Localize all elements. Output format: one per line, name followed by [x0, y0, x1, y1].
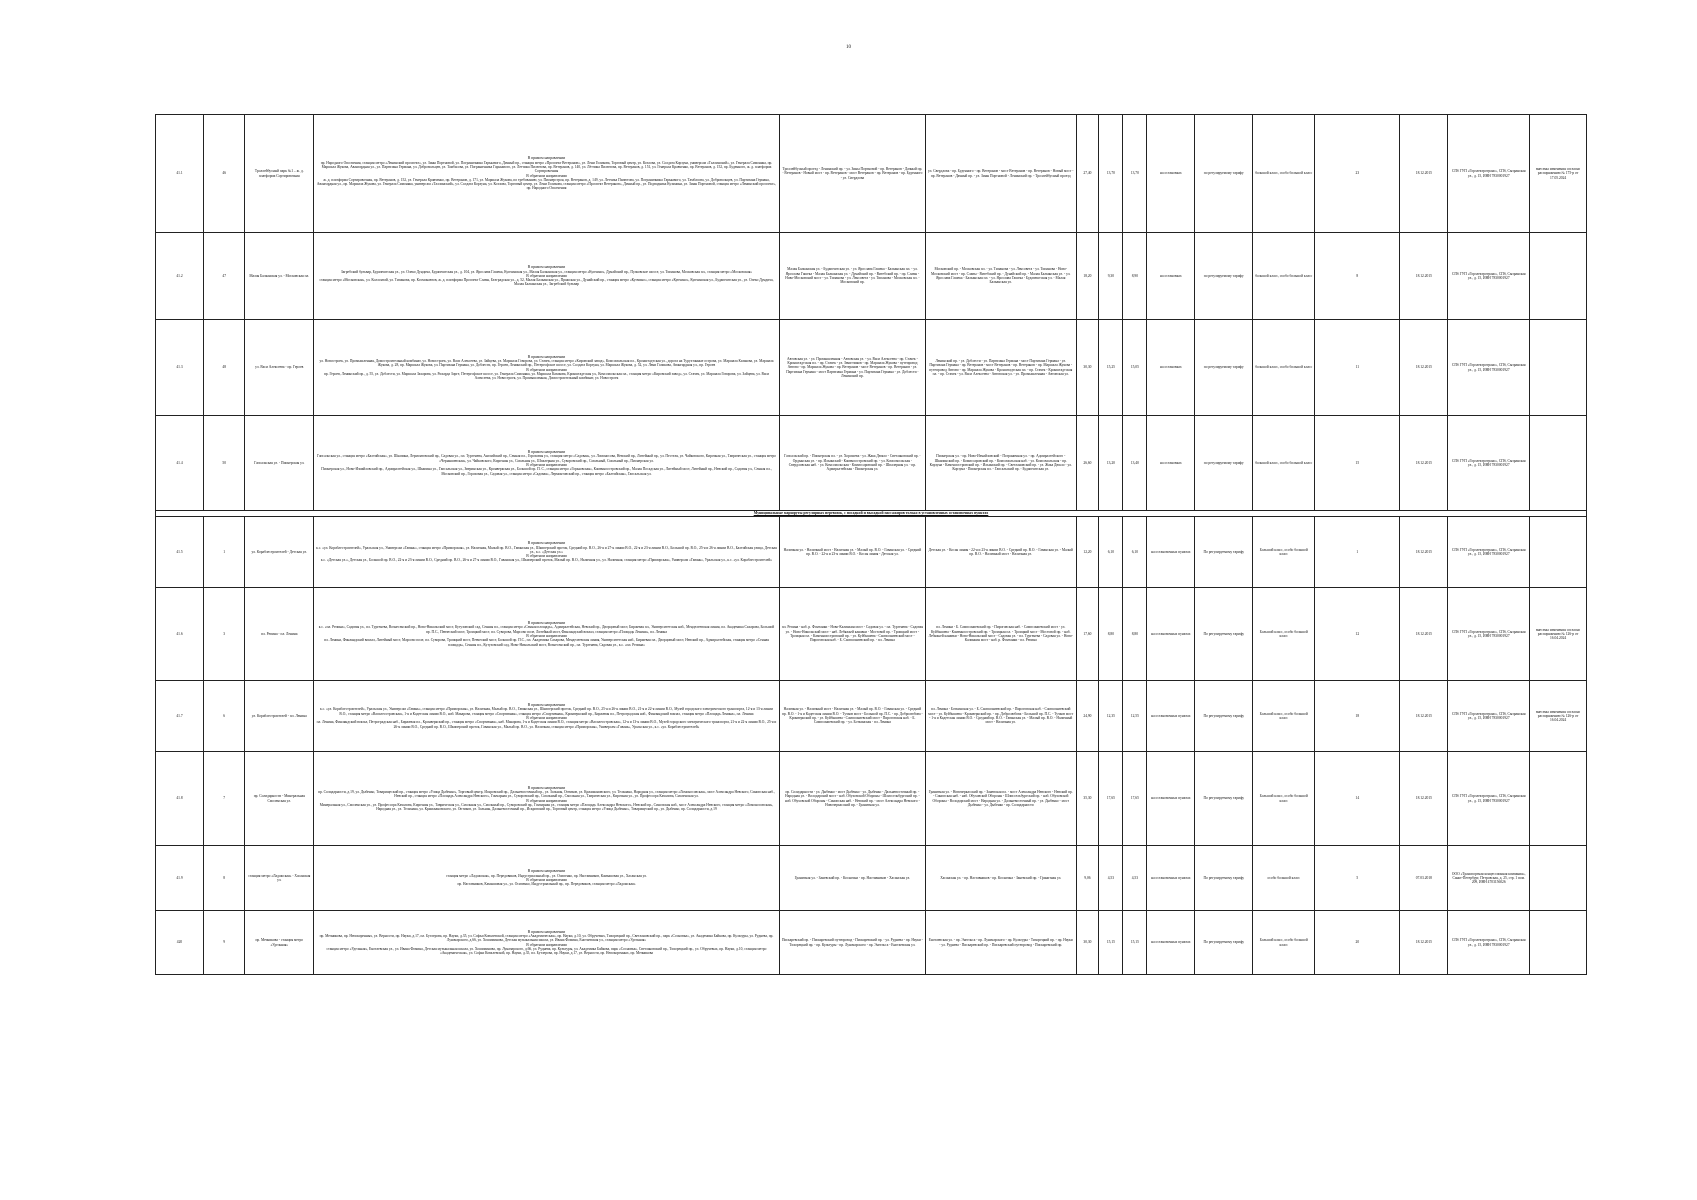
start-date: 18.12.2015	[1400, 911, 1448, 975]
row-number: 41.2	[156, 233, 204, 320]
tariff-type: По регулируемому тарифу	[1195, 517, 1253, 588]
streets-forward: Наличная ул. - Наличный мост - Наличная ул. - Малый пр. В.О. - Гаванская ул. - Средний пр. В.О. - 1-я и Кадетская линии В.О. - Тучков мост - Большой пр. П.С. - пр. Добролюбова - Кронверкский пр. - ул. Куйбышева - Сампсониевский мост - Пироговская наб. - Б. Сампсониевский пр. - ул. Боткинская - пл. Ленина	[779, 681, 925, 752]
route-path	[314, 846, 780, 911]
direction-back-label: В обратном направлении	[526, 798, 567, 803]
direction-back-label: В обратном направлении	[526, 173, 567, 178]
start-date: 18.12.2015	[1400, 517, 1448, 588]
route-name: Троллейбусный парк №1 – ж. д. платформа Сортировочная	[245, 115, 314, 233]
route-path	[314, 320, 780, 416]
length-forward: 15,15	[1099, 911, 1123, 975]
carrier-info: СПб ГУП «Горэлектротранс», СПб, Сызранская ул., д. 15, ИНН 7830001927	[1448, 115, 1530, 233]
stop-procedure: на остановочных пунктах	[1147, 911, 1195, 975]
route-name: ул. Кораблестроителей - Детская ул.	[245, 517, 314, 588]
vehicle-count: 20	[1315, 911, 1400, 975]
route-length: 30,30	[1076, 911, 1099, 975]
direction-forward-label: В прямом направлении	[527, 869, 566, 874]
change-note: внесены изменения согласно распоряжению № 126-р от 16.04.2024	[1530, 588, 1587, 681]
tariff-type: по регулируемому тарифу	[1195, 416, 1253, 511]
forward-stops: к.с. «ул. Кораблестроителей», Уральская ул., Универсам «Гавань», станция метро «Приморская», ул. Наличная, Малый пр. В.О., Гаванская ул., Шкиперский проток, Средний пр. В.О., 26-я и 27-я линии В.О., 22-я и 23-я линии В.О., Большой пр. В.О., 25-я и 26-я линии В.О., Балтийская улица, Детская ул., к.с. «Детская ул.»	[316, 545, 777, 554]
length-back: 12,55	[1123, 681, 1147, 752]
length-forward: 17,65	[1099, 752, 1123, 846]
route-path	[314, 115, 780, 233]
length-forward: 8,80	[1099, 588, 1123, 681]
length-back: 6,10	[1123, 517, 1147, 588]
carrier-info: СПб ГУП «Горэлектротранс», СПб, Сызранская ул., д. 15, ИНН 7830001927	[1448, 588, 1530, 681]
route-name: пл. Репина - пл. Ленина	[245, 588, 314, 681]
back-stops: пл. Ленина, Финляндский вокзал, Литейный мост, Марсово поле, пл. Суворова, Троицкий мост, Певческий мост, Большой пр. П.С., пл. Академика Сахарова, Менделеевская линия, Университетская наб., Биржевая пл., Дворцовый мост, Невский пр., Адмиралтейская, станция метро «Сенная площадь», Сенная пл., Кутузовский сад, Ново-Никольский мост, Вознесенский пр., пл. Тургенева, Садовая ул., к.с. «пл. Репина»	[324, 638, 769, 647]
start-date: 18.12.2015	[1400, 752, 1448, 846]
streets-back: Гранитная ул. - Новочеркасский пр. - Заневская пл. - мост Александра Невского - Невский пр. - Синопская наб. - наб. Обуховской Обороны - Шлиссельбургский пр. - наб. Обуховской Обороны - Володарский мост - Народная ул. - Дальневосточный пр. - ул. Дыбенко - мост Дыбенко - ул. Дыбенко - пр. Солидарности	[925, 752, 1076, 846]
route-length: 24,90	[1076, 681, 1099, 752]
page-number: 10	[846, 45, 851, 50]
streets-back: Детская ул. - Косая линия - 22-я и 23-я линии В.О. - Средний пр. В.О. - Гаванская ул. - Малый пр. В.О. - Наличный мост - Наличная ул.	[925, 517, 1076, 588]
direction-back-label: В обратном направлении	[526, 942, 567, 947]
route-length: 27,40	[1076, 115, 1099, 233]
table-row	[156, 846, 1587, 911]
streets-back: Ленинский пр. - ул. Доблести - ул. Партизана Германа - мост Партизана Германа - ул. Партизана Германа - пр. Ветеранов - мост Ветеранов - пр. Ветеранов - пр. Маршала Жукова - путепровод Автово - пр. Маршала Жукова - Кронштадтская пл. - пр. Стачек - Кронштадтская пл. - пр. Стачек - ул. Васи Алексеева - Автовская ул. - ул. Промышленная - Автовская ул.	[925, 320, 1076, 416]
route-number: 6	[203, 681, 244, 752]
route-number: 3	[203, 588, 244, 681]
carrier-info: СПб ГУП «Горэлектротранс», СПб, Сызранская ул., д. 15, ИНН 7830001927	[1448, 517, 1530, 588]
forward-stops: станция метро «Ладожская», пр. Передовиков, Индустриальный пр., ул. Осипенко, пр. Наставников, Камышовая ул., Хасанская ул.	[446, 873, 647, 878]
start-date: 18.12.2015	[1400, 115, 1448, 233]
vehicle-class: особо большой класс	[1253, 846, 1315, 911]
carrier-info: СПб ГУП «Горэлектротранс», СПб, Сызранская ул., д. 15, ИНН 7830001927	[1448, 752, 1530, 846]
change-note	[1530, 517, 1587, 588]
route-path	[314, 416, 780, 511]
table-row	[156, 115, 1587, 233]
route-number: 48	[203, 320, 244, 416]
row-number: 41.5	[156, 517, 204, 588]
length-back: 4,53	[1123, 846, 1147, 911]
length-back: 8,80	[1123, 588, 1147, 681]
streets-forward: Троллейбусный проезд - Ленинский пр. - ул. Зины Портновой - пр. Ветеранов - Дачный пр. - Ветеранов - Новый мост - пр. Ветеранов - мост Ветеранов - пр. Ветеранов - пр. Буденного - ул. Свердлова	[779, 115, 925, 233]
table-row	[156, 320, 1587, 416]
route-path	[314, 911, 780, 975]
route-path	[314, 588, 780, 681]
vehicle-class: Большой класс, особо большой класс	[1253, 911, 1315, 975]
vehicle-class: Большой класс, особо большой класс	[1253, 752, 1315, 846]
length-back: 15,05	[1123, 320, 1147, 416]
vehicle-class: большой класс, особо большой класс	[1253, 115, 1315, 233]
row-number: 41.1	[156, 115, 204, 233]
vehicle-class: Большой класс, особо большой класс	[1253, 517, 1315, 588]
route-name: Гапсальская ул. - Пионерская ул.	[245, 416, 314, 511]
row-number: 41.7	[156, 681, 204, 752]
route-name: ул. Васи Алексеева - пр. Героев	[245, 320, 314, 416]
change-note: внесены изменения согласно распоряжению № 126-р от 16.04.2024	[1530, 681, 1587, 752]
routes-table-body	[156, 115, 1587, 975]
vehicle-count: 23	[1315, 115, 1400, 233]
back-stops: станция метро «Удельная», Енотаевская ул., ул. Ивана Фомина, Детская музыкальная школа, ул. Хошиминова, пр. Луначарского, д.66, ул. Руднева, пр. Культуры, ул. Академика Байкова, парк «Сосновка», Светлановский пр., Тихорецкий пр., ул. Обручевых, пр. Науки, д.10, станция метро «Академическая», ул. Софьи Ковалевской, пр. Науки, д.35, пл. Бутлерова, пр. Науки, д.17, ул. Верности, пр. Непокоренных, пр. Мечникова	[326, 946, 767, 956]
direction-back-label: В обратном направлении	[526, 634, 567, 638]
table-row	[156, 681, 1587, 752]
direction-forward-label: В прямом направлении	[527, 265, 566, 270]
vehicle-count: 14	[1315, 752, 1400, 846]
back-stops: к.с. «Детская ул.», Детская ул., Большой пр. В.О., 22-я и 23-я линии В.О., Средний пр. В.О., 26-я и 27-я линии В.О., Гаванская ул., Шкиперский проток, Малый пр. В.О., Наличная ул., ул. Наличная, станция метро «Приморская», Универсам «Гавань», Уральская ул., к.с. «ул. Кораблестроителей»	[320, 558, 773, 563]
route-number: 1	[203, 517, 244, 588]
route-number: 9	[203, 911, 244, 975]
forward-stops: ул. Новостроек, ул. Промышленная, Домостроительный комбинат, ул. Новостроек, ул. Васи Алексеева, ул. Зайцева, ул. Маршала Говорова, ул. Стачек, станция метро «Кировский завод», Комсомольская пл., Кронштадтская ул., дорога на Турухтанные острова, ул. Маршала Казакова, ул. Маршала Жукова, д. 28, пр. Маршала Жукова, ул. Партизана Германа, ул. Доблести, пр. Героев, Ленинский пр., Петергофское шоссе, ул. Солдата Корзуна, ул. Маршала Жукова, д. 52, ул. Лени Голикова, Авангардная ул., пр. Героев	[319, 358, 774, 368]
start-date: 18.12.2015	[1400, 233, 1448, 320]
vehicle-count: 15	[1315, 416, 1400, 511]
start-date: 18.12.2015	[1400, 681, 1448, 752]
length-back: 17,65	[1123, 752, 1147, 846]
table-row	[156, 752, 1587, 846]
streets-back: пл. Ленина - Б. Сампсониевский пр. - Пироговская наб. - Сампсониевский мост - ул. Куйбышева - Каменноостровский пр. - Троицкая пл. - Троицкий мост - Мостовой пр. - наб. Лебяжьей канавки - Ново-Никольский мост - Садовая ул. - пл. Тургенева - Садовая ул. - Ново-Калинкин мост - наб. р. Фонтанки - пл. Репина	[925, 588, 1076, 681]
streets-back: Московский пр. - Московская пл. - ул. Типанова - ул. Ленсовета - ул. Типанова - Ново-Московский мост - пр. Славы - Витебский пр. - Дунайский пр. - Малая Балканская ул. - ул. Ярослава Гашека - Балканская пл. - ул. Ярослава Гашека - Будапештская ул. - Малая Балканская ул.	[925, 233, 1076, 320]
tariff-type: по регулируемому тарифу	[1195, 233, 1253, 320]
route-path	[314, 681, 780, 752]
route-length: 30,30	[1076, 320, 1099, 416]
forward-stops: пр. Народного Ополчения, станция метро «Ленинский проспект», ул. Зины Портновой, ул. Пограничника Гарькавого, Дачный пр., станция метро «Проспект Ветеранов», ул. Лени Голикова, Торговый центр, ул. Козлова, ул. Солдата Корзуна, универсам «Таллинский», ул. Генерала Симоняка, пр. Маршала Жукова, Авангардная ул., ул. Партизана Германа, ул. Добровольцев, ул. Тамбасова, ул. Пограничника Гарькавого, ул. Летчика Пилютова, пр. Ветеранов, д. 140, ул. Лётчика Пилютова, пр. Ветеранов, д. 151, ул. Генерала Кравченко, пр. Ветеранов, д. 152, пр. Буденного, ж. д. платформа Сортировочная	[320, 160, 773, 174]
length-forward: 4,53	[1099, 846, 1123, 911]
carrier-info: СПб ГУП «Горэлектротранс», СПб, Сызранская ул., д. 15, ИНН 7830001927	[1448, 233, 1530, 320]
route-length: 9,06	[1076, 846, 1099, 911]
length-forward: 13,70	[1099, 115, 1123, 233]
direction-back-label: В обратном направлении	[526, 273, 567, 278]
direction-forward-label: В прямом направлении	[527, 785, 566, 790]
carrier-info: СПб ГУП «Горэлектротранс», СПб, Сызранская ул., д. 15, ИНН 7830001927	[1448, 681, 1530, 752]
stop-procedure: на остановочных пунктах	[1147, 517, 1195, 588]
route-number: 8	[203, 846, 244, 911]
route-length: 18,20	[1076, 233, 1099, 320]
row-number: 41.9	[156, 846, 204, 911]
route-name: пр. Солидарности - Минеральная Смоленская ул.	[245, 752, 314, 846]
route-path	[314, 517, 780, 588]
length-forward: 6,10	[1099, 517, 1123, 588]
forward-stops: пр. Солидарности, д.19, ул. Дыбенко, Товарищеский пр., станция метро «Улица Дыбенко», Торговый центр, Искровский пр., Дальневосточный пр., ул. Зольная, Оптиков, ул. Кржижановского, ул. Тельмана, Народная ул., станция метро «Ломоносовская», мост Александра Невского, Синопская наб., Невский пр., станция метро «Площадь Александра Невского», Гончарная ул., Суворовский пр., Смольный пр., Смольная ул., Таврическая ул., Кирочная ул., ул. Профессора Качалова, Смоленская ул.	[318, 789, 775, 799]
streets-forward: Пискаревский пр. - Пискаревский путепровод - Пискаревский пр. - ул. Руднева - пр. Науки - Тихорецкий пр. - пр. Культуры - пр. Луначарского - пр. Энгельса - Енотаевская ул.	[779, 911, 925, 975]
route-name: Малая Балканская ул. - Московская пл.	[245, 233, 314, 320]
vehicle-count: 12	[1315, 588, 1400, 681]
route-name: пр. Мечникова - станция метро «Удельная»	[245, 911, 314, 975]
vehicle-count: 18	[1315, 681, 1400, 752]
tariff-type: По регулируемому тарифу	[1195, 846, 1253, 911]
vehicle-count: 11	[1315, 320, 1400, 416]
stop-procedure: на остановочных пунктах	[1147, 588, 1195, 681]
length-forward: 13,20	[1099, 416, 1123, 511]
streets-back: пл. Ленина - Боткинская ул. - Б. Сампсониевский пр. - Пироговская наб. - Сампсониевский мост - ул. Куйбышева - Кронверкский пр. - пр. Добролюбова - Большой пр. П.С. - Тучков мост - 1-я и Кадетская линии В.О. - Средний пр. В.О. - Гаванская ул. - Малый пр. В.О. - Наличный мост - Наличная ул.	[925, 681, 1076, 752]
route-name: ул. Кораблестроителей - пл. Ленина	[245, 681, 314, 752]
change-note	[1530, 846, 1587, 911]
direction-forward-label: В прямом направлении	[527, 621, 566, 626]
carrier-info: СПб ГУП «Горэлектротранс», СПб, Сызранская ул., д. 15, ИНН 7830001927	[1448, 320, 1530, 416]
start-date: 18.12.2015	[1400, 320, 1448, 416]
forward-stops: к.с. «пл. Репина», Садовая ул., пл. Тургенева, Вознесенский пр., Ново-Никольский мост, Кутузовский сад, Сенная пл., станция метро «Сенная площадь», Адмиралтейская, Невский пр., Дворцовый мост, Биржевая пл., Университетская наб., Менделеевская линия, пл. Академика Сахарова, Большой пр. П.С., Певческий мост, Троицкий мост, пл. Суворова, Марсово поле, Литейный мост, Финляндский вокзал, станция метро «Площадь Ленина», пл. Ленина	[318, 625, 775, 634]
change-note	[1530, 911, 1587, 975]
streets-forward: Автовская ул. - ул. Промышленная - Автовская ул. - ул. Васи Алексеева - пр. Стачек - Кронштадтская пл. - пр. Стачек - ул. Зенитчиков - пр. Маршала Жукова - путепровод Автово - пр. Маршала Жукова - пр. Ветеранов - мост Ветеранов - пр. Ветеранов - ул. Партизана Германа - мост Партизана Германа - ул. Партизана Германа - ул. Доблести - Ленинский пр.	[779, 320, 925, 416]
streets-forward: Гранитная ул. - Заневский пр. - Косыгина - пр. Наставников - Хасанская ул.	[779, 846, 925, 911]
stop-procedure: на остановочных пунктах	[1147, 752, 1195, 846]
table-row	[156, 911, 1587, 975]
tariff-type: По регулируемому тарифу	[1195, 588, 1253, 681]
streets-back: Хасанская ул. - пр. Наставников - пр. Косыгина - Заневский пр. - Гранитная ул.	[925, 846, 1076, 911]
direction-forward-label: В прямом направлении	[527, 354, 566, 359]
route-name: станция метро «Ладожская» - Хасанская ул.	[245, 846, 314, 911]
direction-back-label: В обратном направлении	[526, 554, 567, 559]
stop-procedure: на остановках	[1147, 233, 1195, 320]
length-back: 8,90	[1123, 233, 1147, 320]
vehicle-class: большой класс, особо большой класс	[1253, 233, 1315, 320]
streets-forward: Малая Балканская ул. - Будапештская ул. - ул. Ярослава Гашека - Балканская пл. - ул. Ярослава Гашека - Малая Балканская ул. - Дунайский пр. - Витебский пр. - пр. Славы - Ново-Московский мост - ул. Типанова - ул. Ленсовета - ул. Типанова - Московская пл. - Московский пр.	[779, 233, 925, 320]
change-note: внесены изменения согласно распоряжению № 175-р от 17.05.2024	[1530, 115, 1587, 233]
start-date: 18.12.2015	[1400, 416, 1448, 511]
start-date: 18.12.2015	[1400, 588, 1448, 681]
vehicle-class: Большой класс, особо большой класс	[1253, 681, 1315, 752]
route-length: 17,60	[1076, 588, 1099, 681]
direction-forward-label: В прямом направлении	[527, 156, 566, 161]
change-note	[1530, 416, 1587, 511]
row-number: 41.8	[156, 752, 204, 846]
vehicle-class: большой класс, особо большой класс	[1253, 416, 1315, 511]
route-number: 46	[203, 115, 244, 233]
stop-procedure: на остановках	[1147, 115, 1195, 233]
streets-back: Пионерская ул. - пр. Ново-Измайловский - Пограничная ул. - пр. Адмиралтейского - Шкапинский пр. - Комиссаровский пр. - Комсомольская наб. - ул. Комсомольская - пр. Корзуна - Каменоостровский пр. - Ильинский пр. - Светлановский пр. - ул. Жака Дюкло - ул. Корзуна - Пионерская пл. - Гапсальский пр. - Будапештская ул.	[925, 416, 1076, 511]
row-number: 41.3	[156, 320, 204, 416]
direction-forward-label: В прямом направлении	[527, 929, 566, 934]
length-forward: 12,35	[1099, 681, 1123, 752]
tariff-type: По регулируемому тарифу	[1195, 752, 1253, 846]
routes-registry-table	[155, 114, 1587, 975]
forward-stops: пр. Мечникова, пр. Непокоренных, ул. Верности, пр. Науки, д.17, пл. Бутлерова, пр. Науки, д.35, ул. Софьи Ковалевской, станция метро «Академическая», пр. Науки, д.10, ул. Обручевых, Тихорецкий пр., Светлановский пр., парк «Сосновка», ул. Академика Байкова, пр. Культуры, ул. Руднева, пр. Луначарского, д.66, ул. Хошиминова, Детская музыкальная школа, ул. Ивана Фомина, Енотаевская ул., станция метро «Удельная»	[319, 933, 774, 943]
streets-forward: Гапсальский пр. - Пионерская пл. - ул. Хорошева - ул. Жака Дюкло - Светлановский пр. - Ордынская ул. - пр. Ильинский - Каменоостровский пр. - ул. Комсомольская - Свердловская наб. - ул. Комсомольская - Комиссаровский пр. - Шпалерная ул. - пр. Адмиралтейская - Пионерская ул.	[779, 416, 925, 511]
carrier-info: СПб ГУП «Горэлектротранс», СПб, Сызранская ул., д. 15, ИНН 7830001927	[1448, 911, 1530, 975]
carrier-info: ООО «Транспортная концессионная компания», Санкт-Петербург, Петровская, д. 25, стр. 1 пом. 209, ИНН 4703156026	[1448, 846, 1530, 911]
forward-stops: Гапсальская ул., станция метро «Балтийская», ул. Шкапина, Лермонтовский пр., Садовая ул., пл. Тургенева, Английский пр., Сенная пл., Гороховая ул., станция метро «Садовая», ул. Ломоносова, Невский пр., Литейный пр., ул. Пестеля, ул. Чайковского, Кирочная ул., Таврическая ул., станция метро «Чернышевская», ул. Чайковского, Кирочная ул., Смольная ул., Шпалерная ул., Суворовский пр., Смольный, Смольный пр., Пионерская ул.	[316, 454, 776, 463]
back-stops: ж. д. платформа Сортировочная, пр. Ветеранов, д. 152, ул. Генерала Кравченко, пр. Ветеранов, д. 171, ул. Маршала Жукова, по требованию, ул. Пионерстроя, пр. Ветеранов, д. 149, ул. Летчика Пилютова, ул. Пограничника Гарькавого, ул. Тамбасова, ул. Добровольцев, ул. Партизана Германа, Авангардная ул., пр. Маршала Жукова, ул. Генерала Симоняка, универсам «Таллинский», ул. Солдата Корзуна, ул. Козлова, Торговый центр, ул. Лени Голикова, станция метро «Проспект Ветеранов», Дачный пр., ул. Подводника Кузьмина, ул. Зины Портновой, станция метро «Ленинский проспект», пр. Народного Ополчения	[316, 177, 777, 191]
tariff-type: по регулируемому тарифу	[1195, 115, 1253, 233]
vehicle-count: 8	[1315, 233, 1400, 320]
vehicle-class: большой класс, особо большой класс	[1253, 320, 1315, 416]
route-path	[314, 233, 780, 320]
table-row	[156, 517, 1587, 588]
streets-forward: пр. Солидарности - ул. Дыбенко - мост Дыбенко - ул. Дыбенко - Дальневосточный пр. - Народная ул. - Володарский мост - наб. Обуховской Обороны - Шлиссельбургский пр. - наб. Обуховской Обороны - Синопская наб. - Невский пр. - мост Александра Невского - Новочеркасский пр. - Гранитная ул.	[779, 752, 925, 846]
row-number: 420	[156, 911, 204, 975]
streets-back: Енотаевская ул. - пр. Энгельса - пр. Луначарского - пр. Культуры - Тихорецкий пр. - пр. Науки - ул. Руднева - Пискаревский пр. - Пискаревский путепровод - Пискаревский пр.	[925, 911, 1076, 975]
back-stops: Минеральная ул., Смоленская ул., ул. Профессора Качалова, Кирочная ул., Таврическая ул., Смольная ул., Смольный пр., Суворовский пр., Гончарная ул., станция метро «Площадь Александра Невского», Невский пр., Синопская наб., мост Александра Невского, станция метро «Ломоносовская», Народная ул., ул. Тельмана, ул. Кржижановского, ул. Оптиков, ул. Зольная, Дальневосточный пр., Искровский пр., Торговый центр, станция метро «Улица Дыбенко», Товарищеский пр., ул. Дыбенко, пр. Солидарности, д.19	[319, 802, 774, 812]
route-length: 12,20	[1076, 517, 1099, 588]
tariff-type: По регулируемому тарифу	[1195, 911, 1253, 975]
change-note	[1530, 752, 1587, 846]
back-stops: Пионерская ул., Ново-Измайловский пр., Адмиралтейская ул., Шкапина ул., Гапсальская ул., Зверинская ул., Кронверкская ул., Большой пр. П. С., станция метро «Горьковская», Каменноостровский пр., Малая Посадская ул., Литейный мост, Литейный пр., Невский пр., Садовая ул., Сенная пл., Московский пр., Гороховая ул., Садовая ул., станция метро «Садовая», Лермонтовский пр., станция метро «Балтийская», Гапсальская ул.	[321, 467, 772, 476]
row-number: 41.4	[156, 416, 204, 511]
length-forward: 9,30	[1099, 233, 1123, 320]
stop-procedure: на остановочных пунктах	[1147, 681, 1195, 752]
route-number: 47	[203, 233, 244, 320]
direction-back-label: В обратном направлении	[526, 367, 567, 372]
table-row	[156, 416, 1587, 511]
tariff-type: по регулируемому тарифу	[1195, 320, 1253, 416]
vehicle-count: 1	[1315, 517, 1400, 588]
table-row	[156, 588, 1587, 681]
direction-back-label: В обратном направлении	[526, 878, 567, 882]
route-number: 7	[203, 752, 244, 846]
direction-back-label: В обратном направлении	[526, 716, 567, 720]
direction-back-label: В обратном направлении	[526, 463, 567, 467]
start-date: 07.03.2018	[1400, 846, 1448, 911]
vehicle-class: Большой класс, особо большой класс	[1253, 588, 1315, 681]
route-length: 26,60	[1076, 416, 1099, 511]
change-note	[1530, 233, 1587, 320]
route-length: 35,30	[1076, 752, 1099, 846]
stop-procedure: на остановочных пунктах	[1147, 846, 1195, 911]
route-number: 50	[203, 416, 244, 511]
back-stops: станция метро «Московская», ул. Коллонтай, ул. Типанова, пр. Космонавтов, ж. д. платформа Проспект Славы, Белградская ул., д. 52, Малая Балканская ул., Пражская ул., Дунайский пр., станция метро «Купчино», станция метро «Купчино», Купчинская ул., Будапештская ул., ул. Олеко Дундича, Малая Балканская ул., Загребский бульвар	[319, 278, 774, 287]
table-row	[156, 233, 1587, 320]
stop-procedure: на остановках	[1147, 320, 1195, 416]
tariff-type: По регулируемому тарифу	[1195, 681, 1253, 752]
back-stops: пр. Героев, Ленинский пр., д. 55, ул. Доблести, ул. Маршала Захарова, ул. Рихарда Зорге, Петергофское шоссе, ул. Генерала Симоняка, ул. Маршала Казакова, Кронштадтская ул., Комсомольская пл., станция метро «Кировский завод», ул. Стачек, ул. Маршала Говорова, ул. Зайцева, ул. Васи Алексеева, ул. Новостроек, ул. Промышленная, Домостроительный комбинат, ул. Новостроек	[323, 371, 770, 381]
stop-procedure: на остановках	[1147, 416, 1195, 511]
back-stops: пр. Наставников, Камышовая ул., ул. Осипенко, Индустриальный пр., пр. Передовиков, станция метро «Ладожская»	[457, 882, 636, 887]
carrier-info: СПб ГУП «Горэлектротранс», СПб, Сызранская ул., д. 15, ИНН 7830001927	[1448, 416, 1530, 511]
direction-forward-label: В прямом направлении	[527, 541, 566, 546]
streets-forward: Наличная ул. - Наличный мост - Наличная ул. - Малый пр. В.О. - Гаванская ул. - Средний пр. В.О. - 22-я и 23-я линии В.О. - Косая линия - Детская ул.	[779, 517, 925, 588]
direction-forward-label: В прямом направлении	[527, 703, 566, 708]
route-path	[314, 752, 780, 846]
length-back: 15,15	[1123, 911, 1147, 975]
forward-stops: Загребский бульвар, Будапештская ул., ул. Олеко Дундича, Будапештская ул., д. 104, ул. Ярослава Гашека, Купчинская ул., Малая Балканская ул., станция метро «Купчино», Дунайский пр., Пулковское шоссе, ул. Типанова, Московская пл., станция метро «Московская»	[340, 269, 753, 274]
section-heading: Муниципальные маршруты регулярных перевозок, с посадкой и высадкой пассажиров только в установленных остановочных пунктах	[156, 511, 1587, 517]
vehicle-count: 5	[1315, 846, 1400, 911]
length-forward: 15,25	[1099, 320, 1123, 416]
length-back: 13,70	[1123, 115, 1147, 233]
streets-back: ул. Свердлова - пр. Буденного - пр. Ветеранов - мост Ветеранов - пр. Ветеранов - Новый мост - пр. Ветеранов - Дачный пр. - ул. Зины Портновой - Ленинский пр. - Троллейбусный проезд	[925, 115, 1076, 233]
change-note	[1530, 320, 1587, 416]
forward-stops: к.с. «ул. Кораблестроителей», Уральская ул., Универсам «Гавань», станция метро «Приморская», ул. Наличная, Малый пр. В.О., Гаванская ул., Шкиперский проток, Средний пр. В.О., 25-я и 26-я линии В.О., 21-я и 22-я линии В.О., Музей городского электрического транспорта, 12-я и 13-я линии В.О., станция метро «Василеостровская», 1-я и Кадетская линии В.О., наб. Макарова, станция метро «Спортивная», станция метро «Спортивная», Кронверкский пр., Биржевая пл., Петроградская наб., Финляндский вокзал, станция метро «Площадь Ленина», пл. Ленина	[320, 707, 773, 716]
back-stops: пл. Ленина, Финляндский вокзал, Петроградская наб., Биржевая пл., Кронверкский пр., станция метро «Спортивная», наб. Макарова, 1-я и Кадетская линии В.О., станция метро «Василеостровская», 12-я и 13-я линии В.О., Музей городского электрического транспорта, 21-я и 22-я линии В.О., 25-я и 26-я линии В.О., Средний пр. В.О., Шкиперский проток, Гаванская ул., Малый пр. В.О., ул. Наличная, станция метро «Приморская», Универсам «Гавань», Уральская ул., к.с. «ул. Кораблестроителей»	[316, 720, 777, 729]
streets-forward: пл. Репина - наб. р. Фонтанки - Ново-Калинкин мост - Садовая ул. - пл. Тургенева - Садовая ул. - Ново-Никольский мост - наб. Лебяжьей канавки - Мостовой пр. - Троицкий мост - Троицкая пл. - Каменноостровский пр. - ул. Куйбышева - Сампсониевский мост - Пироговская наб. - Б. Сампсониевский пр. - пл. Ленина	[779, 588, 925, 681]
length-back: 13,40	[1123, 416, 1147, 511]
row-number: 41.6	[156, 588, 204, 681]
direction-forward-label: В прямом направлении	[527, 450, 566, 455]
